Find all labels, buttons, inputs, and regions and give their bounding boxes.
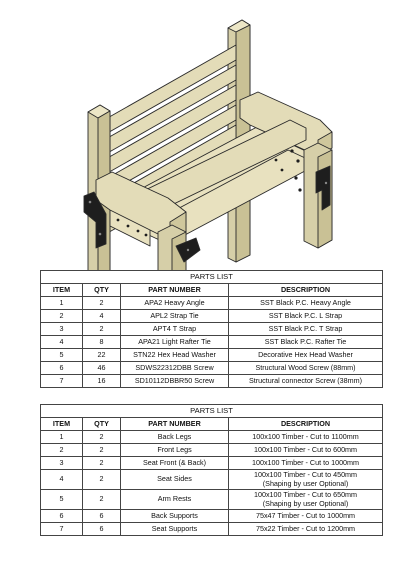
cell-qty: 22: [83, 349, 121, 362]
table-row: [41, 510, 383, 523]
cell-item: 2: [41, 310, 83, 323]
cell-part-number: Back Supports: [121, 510, 229, 523]
description-line: (Shaping by user Optional): [262, 478, 349, 488]
cell-part-number: APT4 T Strap: [121, 323, 229, 336]
cell-qty: 2: [83, 470, 121, 490]
cell-part-number: Arm Rests: [121, 490, 229, 510]
cell-description: [229, 523, 383, 536]
cell-part-number: Front Legs: [121, 444, 229, 457]
cell-part-number: Back Legs: [121, 431, 229, 444]
cell-description: SST Black P.C. T Strap: [229, 323, 383, 336]
cell-description: SST Black P.C. Rafter Tie: [229, 336, 383, 349]
description-line: 100x100 Timber - Cut to 1000mm: [251, 457, 360, 467]
cell-part-number: APA21 Light Rafter Tie: [121, 336, 229, 349]
hardware-parts-table: [40, 270, 383, 388]
description-line: 75x47 Timber - Cut to 1000mm: [255, 510, 356, 520]
table-row: [41, 362, 383, 375]
cell-qty: 2: [83, 323, 121, 336]
cell-item: 2: [41, 444, 83, 457]
cell-qty: 2: [83, 457, 121, 470]
cell-item: 7: [41, 375, 83, 388]
cell-part-number: STN22 Hex Head Washer: [121, 349, 229, 362]
header-item: ITEM: [41, 284, 83, 297]
cell-description: [229, 444, 383, 457]
cell-part-number: Seat Sides: [121, 470, 229, 490]
timber-rows: [41, 431, 383, 536]
cell-qty: 6: [83, 510, 121, 523]
cell-description: SST Black P.C. L Strap: [229, 310, 383, 323]
header-part-number: PART NUMBER: [121, 418, 229, 431]
cell-item: 1: [41, 431, 83, 444]
cell-item: 4: [41, 470, 83, 490]
description-line: 100x100 Timber - Cut to 450mm: [253, 470, 358, 480]
cell-description: Structural Wood Screw (88mm): [229, 362, 383, 375]
cell-qty: 46: [83, 362, 121, 375]
hardware-rows: [41, 297, 383, 388]
table-row: [41, 310, 383, 323]
table-row: [41, 457, 383, 470]
header-qty: QTY: [83, 284, 121, 297]
table-title: PARTS LIST: [41, 405, 383, 418]
description-line: 100x100 Timber - Cut to 600mm: [253, 444, 358, 454]
cell-part-number: APA2 Heavy Angle: [121, 297, 229, 310]
table-row: [41, 297, 383, 310]
table-row: [41, 490, 383, 510]
cell-description: [229, 470, 383, 490]
cell-qty: 2: [83, 490, 121, 510]
cell-description: [229, 457, 383, 470]
table-row: [41, 349, 383, 362]
table-row: [41, 470, 383, 490]
table-title: PARTS LIST: [41, 271, 383, 284]
cell-part-number: Seat Front (& Back): [121, 457, 229, 470]
cell-description: [229, 510, 383, 523]
cell-qty: 8: [83, 336, 121, 349]
header-description: DESCRIPTION: [229, 284, 383, 297]
table-row: [41, 523, 383, 536]
cell-description: [229, 490, 383, 510]
cell-qty: 16: [83, 375, 121, 388]
header-part-number: PART NUMBER: [121, 284, 229, 297]
description-line: 75x22 Timber - Cut to 1200mm: [255, 523, 356, 533]
cell-item: 7: [41, 523, 83, 536]
header-qty: QTY: [83, 418, 121, 431]
cell-item: 3: [41, 457, 83, 470]
cell-description: SST Black P.C. Heavy Angle: [229, 297, 383, 310]
cell-qty: 2: [83, 431, 121, 444]
cell-qty: 2: [83, 297, 121, 310]
table-row: [41, 431, 383, 444]
timber-parts-table: [40, 404, 383, 536]
description-line: 100x100 Timber - Cut to 1100mm: [252, 431, 359, 441]
cell-description: [229, 431, 383, 444]
description-line: 100x100 Timber - Cut to 650mm: [253, 490, 358, 500]
cell-part-number: APL2 Strap Tie: [121, 310, 229, 323]
cell-item: 1: [41, 297, 83, 310]
cell-item: 5: [41, 490, 83, 510]
header-description: DESCRIPTION: [229, 418, 383, 431]
cell-part-number: SDWS22312DBB Screw: [121, 362, 229, 375]
cell-item: 4: [41, 336, 83, 349]
cell-qty: 2: [83, 444, 121, 457]
description-line: (Shaping by user Optional): [262, 498, 349, 508]
table-row: [41, 323, 383, 336]
cell-item: 3: [41, 323, 83, 336]
cell-description: Decorative Hex Head Washer: [229, 349, 383, 362]
cell-qty: 6: [83, 523, 121, 536]
cell-part-number: SD10112DBBR50 Screw: [121, 375, 229, 388]
table-row: [41, 444, 383, 457]
cell-item: 6: [41, 362, 83, 375]
header-item: ITEM: [41, 418, 83, 431]
cell-item: 5: [41, 349, 83, 362]
cell-part-number: Seat Supports: [121, 523, 229, 536]
cell-item: 6: [41, 510, 83, 523]
table-row: [41, 336, 383, 349]
cell-qty: 4: [83, 310, 121, 323]
table-row: [41, 375, 383, 388]
cell-description: Structural connector Screw (38mm): [229, 375, 383, 388]
